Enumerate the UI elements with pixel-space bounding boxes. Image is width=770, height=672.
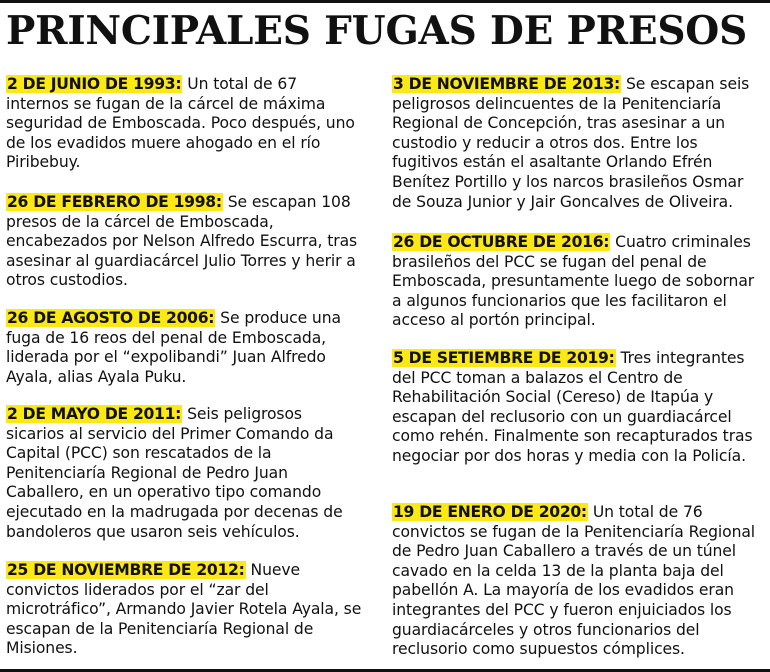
escape-entry-2020 xyxy=(392,503,764,660)
entry-text: Tres integrantes del PCC toman a balazos el Centro de Rehabilitación Social (Cereso) de Itapúa y escapan del reclusorio con un guardiacárcel como rehén. Finalmente son recapturados tras negociar por dos horas y media con la Policía. xyxy=(392,349,753,465)
page-title: PRINCIPALES FUGAS DE PRESOS xyxy=(6,8,748,54)
entry-text: Nueve convictos liderados por el “zar del microtráfico”, Armando Javier Rotela Ayala, se escapan de la Penitenciaría Regional de Misiones. xyxy=(6,561,362,658)
entry-date: 26 DE FEBRERO DE 1998: xyxy=(7,193,222,211)
entry-text: Un total de 76 convictos se fugan de la Penitenciaría Regional de Pedro Juan Caballero a través de un túnel cavado en la celda 13 de la planta baja del pabellón A. La mayoría de los evadidos eran integrantes del PCC y fueron enjuiciados los guardiacárceles y otros funcionarios del reclusorio como supuestos cómplices. xyxy=(392,503,756,659)
entry-date: 25 DE NOVIEMBRE DE 2012: xyxy=(7,561,245,579)
escape-entry-2013 xyxy=(392,75,764,212)
entry-date: 5 DE SETIEMBRE DE 2019: xyxy=(393,349,615,367)
escape-entry-2016 xyxy=(392,233,764,331)
entry-date: 26 DE AGOSTO DE 2006: xyxy=(7,309,215,327)
escape-entry-1993 xyxy=(6,75,362,173)
entry-text: Seis peligrosos sicarios al servicio del Primer Comando da Capital (PCC) son rescatados de la Penitenciaría Regional de Pedro Juan Caballero, en un operativo tipo comando ejecutado en la madrugada por decenas de bandoleros que usaron seis vehículos. xyxy=(6,405,343,541)
entry-date: 2 DE MAYO DE 2011: xyxy=(7,405,182,423)
entry-date: 2 DE JUNIO DE 1993: xyxy=(7,75,182,93)
entry-text: Se escapan seis peligrosos delincuentes de la Penitenciaría Regional de Concepción, tras asesinar a un custodio y reducir a otros dos. Entre los fugitivos están el asaltante Orlando Efrén Benítez Portillo y los narcos brasileños Osmar de Souza Junior y Jair Goncalves de Oliveira. xyxy=(392,75,750,211)
entry-text: Cuatro criminales brasileños del PCC se fugan del penal de Emboscada, presuntamente luego de sobornar a algunos funcionarios que les facilitaron el acceso al portón principal. xyxy=(392,233,755,330)
entry-date: 19 DE ENERO DE 2020: xyxy=(393,503,587,521)
entry-text: Un total de 67 internos se fugan de la cárcel de máxima seguridad de Emboscada. Poco después, uno de los evadidos muere ahogado en el río Piribebuy. xyxy=(6,75,355,172)
escape-entry-2012 xyxy=(6,561,362,659)
escape-entry-2011 xyxy=(6,405,362,542)
entry-text: Se escapan 108 presos de la cárcel de Emboscada, encabezados por Nelson Alfredo Escurra, tras asesinar al guardiacárcel Julio Torres y herir a otros custodios. xyxy=(6,193,358,290)
escape-entry-1998 xyxy=(6,193,362,291)
escape-entry-2019 xyxy=(392,349,764,467)
escape-entry-2006 xyxy=(6,309,362,387)
entry-date: 26 DE OCTUBRE DE 2016: xyxy=(393,233,610,251)
entry-text: Se produce una fuga de 16 reos del penal de Emboscada, liderada por el “expolibandi” Juan Alfredo Ayala, alias Ayala Puku. xyxy=(6,309,341,386)
entry-date: 3 DE NOVIEMBRE DE 2013: xyxy=(393,75,620,93)
